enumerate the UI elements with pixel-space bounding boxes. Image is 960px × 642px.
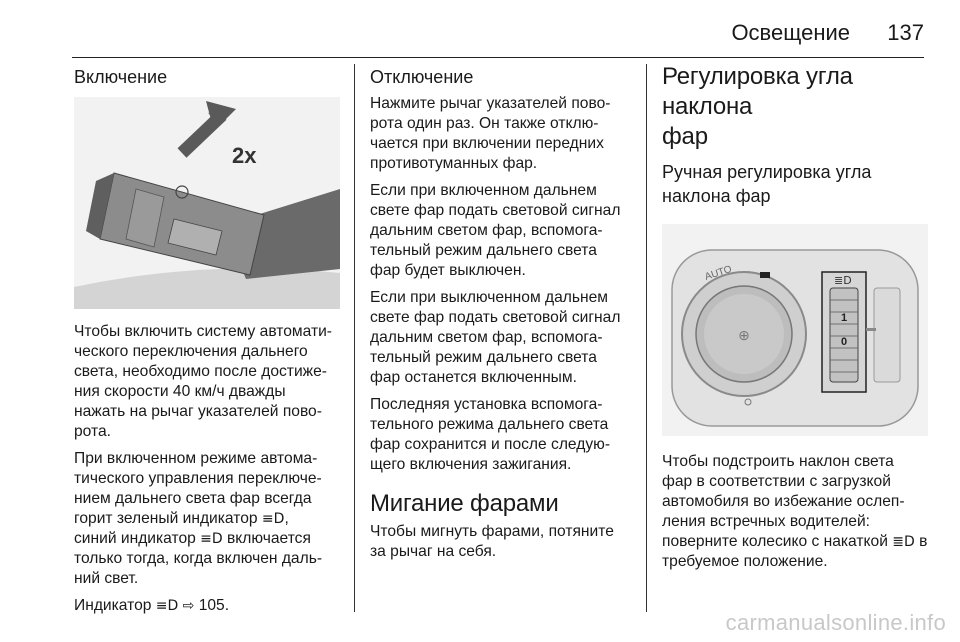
paragraph: При включенном режиме автома- тического управления переключе- нием дальнего света фар всегда горит зеленый индикатор ≡D, синий индикатор ≡D включается только тогда, когда включен даль- ний свет.	[74, 450, 323, 587]
watermark: carmanualsonline.info	[725, 610, 946, 635]
svg-text:⊕: ⊕	[738, 327, 750, 343]
arrow-label: 2x	[232, 143, 257, 168]
page-header	[0, 0, 960, 58]
headlight-range-icon: ≣D	[892, 534, 915, 550]
section-heading: Мигание фарами	[370, 490, 559, 517]
column-2	[370, 62, 640, 562]
auto-high-beam-indicator-icon: ≡D	[261, 511, 285, 527]
paragraph: Чтобы подстроить наклон света фар в соответствии с загрузкой автомобиля во избежание ослеп- ления встречных водителей: поверните колесико с накаткой ≣D в требуемое положение.	[662, 453, 928, 570]
high-beam-indicator-icon: ≡D	[200, 531, 223, 547]
paragraph: Чтобы включить систему автомати- ческого переключения дальнего света, необходимо после достиже- ния скорости 40 км/ч дважды нажать на рычаг указателей пово- рота.	[74, 323, 332, 440]
page-reference-arrow-icon: ⇨	[182, 598, 195, 614]
paragraph: Чтобы мигнуть фарами, потяните за рычаг на себя.	[370, 523, 614, 560]
wheel-mark: 1	[840, 312, 848, 324]
page-number: 137	[887, 20, 924, 45]
column-divider	[354, 64, 355, 612]
indicator-reference: Индикатор ≡D ⇨ 105.	[74, 597, 230, 614]
paragraph: Нажмите рычаг указателей пово- рота один раз. Он также отклю- чается при включении передних противотуманных фар.	[370, 95, 611, 172]
section-title: Освещение	[731, 20, 850, 45]
header-rule	[72, 57, 924, 58]
headlight-switch-illustration	[662, 224, 928, 436]
lever-illustration	[74, 97, 340, 309]
svg-text:≣D: ≣D	[834, 274, 852, 287]
section-heading: Отключение	[370, 67, 474, 87]
section-heading: Включение	[74, 67, 168, 87]
paragraph: Последняя установка вспомога- тельного режима дальнего света фар сохранится и после следую- щего включения зажигания.	[370, 396, 611, 473]
wheel-mark: 0	[840, 336, 848, 348]
column-1	[74, 62, 340, 616]
section-heading: Регулировка угла наклона фар	[662, 63, 853, 150]
auto-high-beam-indicator-icon: ≡D	[155, 598, 179, 614]
paragraph: Если при выключенном дальнем свете фар подать световой сигнал дальним светом фар, вспомога- тельный режим дальнего света фар останется включенным.	[370, 289, 621, 386]
column-3	[662, 62, 928, 572]
subsection-heading: Ручная регулировка угла наклона фар	[662, 162, 872, 206]
auto-label: AUTO	[703, 263, 734, 283]
column-divider	[646, 64, 647, 612]
paragraph: Если при включенном дальнем свете фар подать световой сигнал дальним светом фар, вспомога- тельный режим дальнего света фар будет выключен.	[370, 182, 621, 279]
